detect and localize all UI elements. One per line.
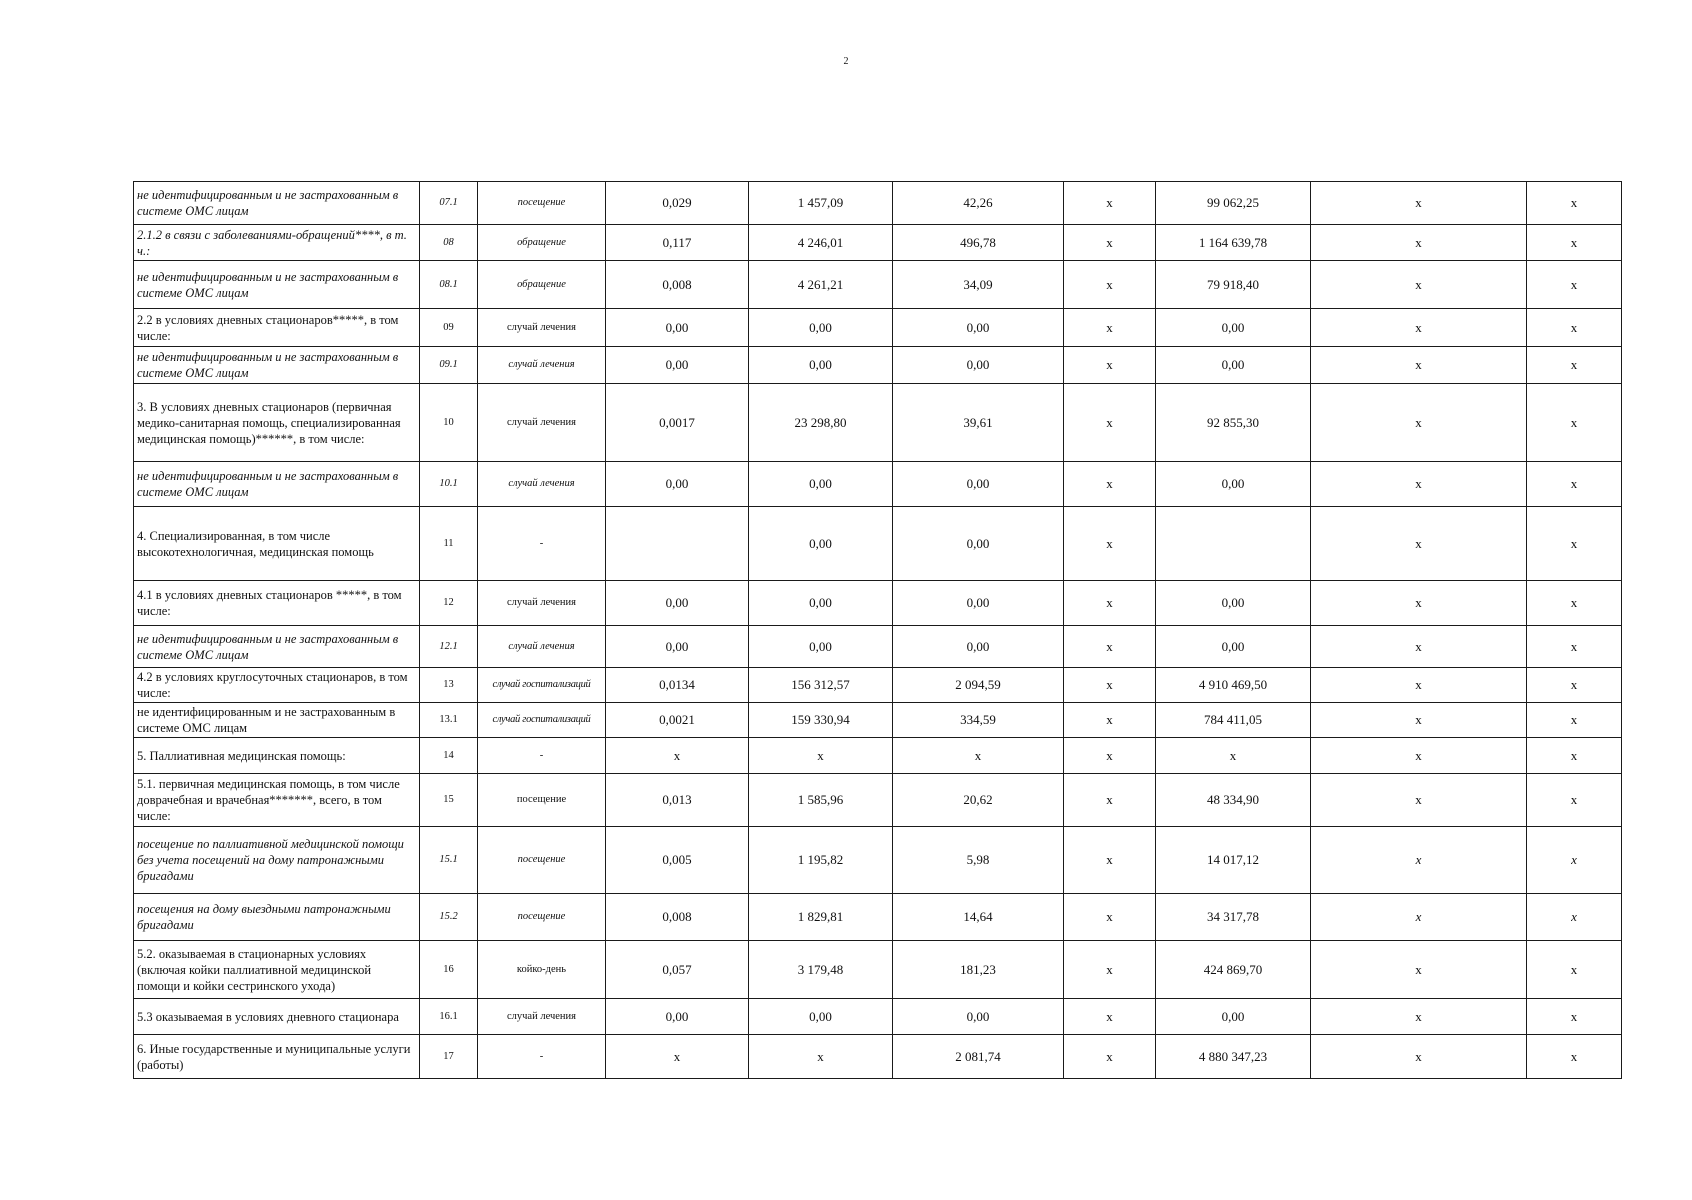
cell-value: х — [1064, 507, 1156, 581]
row-name: 2.1.2 в связи с заболеваниями-обращений****, в т. ч.: — [134, 225, 420, 261]
cell-value: 4 910 469,50 — [1156, 668, 1311, 703]
cell-value: 0,0017 — [606, 384, 749, 462]
row-name: посещение по паллиативной медицинской помощи без учета посещений на дому патронажными бригадами — [134, 827, 420, 894]
cell-value: 334,59 — [893, 703, 1064, 738]
cell-value: х — [1064, 225, 1156, 261]
cell-value: х — [749, 738, 893, 774]
row-name: не идентифицированным и не застрахованным в системе ОМС лицам — [134, 462, 420, 507]
cell-value: х — [1527, 1035, 1622, 1079]
cell-value: 0,00 — [893, 581, 1064, 626]
cell-value: х — [1527, 581, 1622, 626]
row-unit: случай лечения — [478, 999, 606, 1035]
cell-value: 0,0021 — [606, 703, 749, 738]
row-unit: случай лечения — [478, 309, 606, 347]
cell-value: 1 829,81 — [749, 894, 893, 941]
cell-value: х — [1527, 347, 1622, 384]
financing-table — [133, 181, 1622, 1079]
cell-value: х — [606, 1035, 749, 1079]
cell-value: 0,00 — [606, 309, 749, 347]
cell-value: 0,00 — [1156, 347, 1311, 384]
cell-value: 92 855,30 — [1156, 384, 1311, 462]
cell-value: х — [1527, 999, 1622, 1035]
cell-value: х — [1311, 827, 1527, 894]
cell-value: 0,00 — [893, 626, 1064, 668]
row-unit: случай лечения — [478, 347, 606, 384]
cell-value: 0,008 — [606, 261, 749, 309]
table-row — [134, 894, 1622, 941]
table-row — [134, 827, 1622, 894]
row-code: 10.1 — [420, 462, 478, 507]
row-name: 4.2 в условиях круглосуточных стационаров, в том числе: — [134, 668, 420, 703]
cell-value: х — [1064, 626, 1156, 668]
cell-value: 1 585,96 — [749, 774, 893, 827]
cell-value: х — [1527, 774, 1622, 827]
row-code: 13.1 — [420, 703, 478, 738]
cell-value: х — [1527, 462, 1622, 507]
row-unit: обращение — [478, 261, 606, 309]
cell-value — [1156, 507, 1311, 581]
cell-value: 0,00 — [893, 462, 1064, 507]
cell-value: 23 298,80 — [749, 384, 893, 462]
row-unit: - — [478, 738, 606, 774]
cell-value: 0,00 — [893, 309, 1064, 347]
cell-value: 0,00 — [893, 507, 1064, 581]
row-code: 11 — [420, 507, 478, 581]
cell-value: 3 179,48 — [749, 941, 893, 999]
cell-value: х — [1311, 626, 1527, 668]
cell-value: х — [1311, 999, 1527, 1035]
cell-value: 0,00 — [749, 309, 893, 347]
cell-value: х — [1064, 182, 1156, 225]
table-row — [134, 462, 1622, 507]
cell-value: х — [1311, 462, 1527, 507]
row-code: 08 — [420, 225, 478, 261]
cell-value: 0,029 — [606, 182, 749, 225]
row-code: 15 — [420, 774, 478, 827]
cell-value: х — [1311, 384, 1527, 462]
cell-value: 0,00 — [606, 626, 749, 668]
cell-value: 34 317,78 — [1156, 894, 1311, 941]
cell-value: х — [1311, 581, 1527, 626]
cell-value: х — [1064, 774, 1156, 827]
row-name: не идентифицированным и не застрахованным в системе ОМС лицам — [134, 703, 420, 738]
table-row — [134, 225, 1622, 261]
table-row — [134, 999, 1622, 1035]
cell-value: 424 869,70 — [1156, 941, 1311, 999]
cell-value: х — [1311, 347, 1527, 384]
cell-value: 0,057 — [606, 941, 749, 999]
cell-value: 5,98 — [893, 827, 1064, 894]
row-code: 14 — [420, 738, 478, 774]
row-name: 5.2. оказываемая в стационарных условиях (включая койки паллиативной медицинской помощи и койки сестринского ухода) — [134, 941, 420, 999]
row-code: 10 — [420, 384, 478, 462]
cell-value: х — [1527, 941, 1622, 999]
table-row — [134, 507, 1622, 581]
row-unit: посещение — [478, 182, 606, 225]
row-name: 2.2 в условиях дневных стационаров*****, в том числе: — [134, 309, 420, 347]
table-row — [134, 309, 1622, 347]
cell-value: 0,00 — [1156, 581, 1311, 626]
row-code: 17 — [420, 1035, 478, 1079]
table-row — [134, 626, 1622, 668]
cell-value: 0,00 — [749, 462, 893, 507]
cell-value: х — [1064, 384, 1156, 462]
cell-value: х — [1064, 261, 1156, 309]
table-row — [134, 261, 1622, 309]
row-unit: посещение — [478, 774, 606, 827]
cell-value: 4 261,21 — [749, 261, 893, 309]
cell-value: 0,00 — [1156, 626, 1311, 668]
cell-value: х — [1527, 703, 1622, 738]
cell-value: 0,008 — [606, 894, 749, 941]
table-row — [134, 941, 1622, 999]
row-code: 12 — [420, 581, 478, 626]
row-unit: - — [478, 507, 606, 581]
cell-value: х — [1311, 1035, 1527, 1079]
cell-value: х — [893, 738, 1064, 774]
cell-value: х — [1064, 894, 1156, 941]
row-name: не идентифицированным и не застрахованным в системе ОМС лицам — [134, 347, 420, 384]
cell-value: 20,62 — [893, 774, 1064, 827]
cell-value: х — [1064, 347, 1156, 384]
cell-value: 0,00 — [606, 347, 749, 384]
table-row — [134, 668, 1622, 703]
row-code: 07.1 — [420, 182, 478, 225]
cell-value: х — [1064, 999, 1156, 1035]
row-name: 5.1. первичная медицинская помощь, в том числе доврачебная и врачебная*******, всего, в том числе: — [134, 774, 420, 827]
row-name: не идентифицированным и не застрахованным в системе ОМС лицам — [134, 261, 420, 309]
row-name: 3. В условиях дневных стационаров (первичная медико-санитарная помощь, специализированная медицинская помощь)******, в том числе: — [134, 384, 420, 462]
table-row — [134, 738, 1622, 774]
row-unit: обращение — [478, 225, 606, 261]
cell-value: 496,78 — [893, 225, 1064, 261]
cell-value: 0,00 — [1156, 999, 1311, 1035]
cell-value: 14 017,12 — [1156, 827, 1311, 894]
cell-value: х — [1064, 738, 1156, 774]
cell-value: 0,00 — [606, 999, 749, 1035]
cell-value: 2 081,74 — [893, 1035, 1064, 1079]
cell-value: 0,00 — [749, 999, 893, 1035]
cell-value: 4 246,01 — [749, 225, 893, 261]
row-unit: посещение — [478, 827, 606, 894]
cell-value: х — [1064, 462, 1156, 507]
cell-value: х — [606, 738, 749, 774]
cell-value: х — [1527, 225, 1622, 261]
cell-value: 0,013 — [606, 774, 749, 827]
cell-value: 2 094,59 — [893, 668, 1064, 703]
row-unit: случай лечения — [478, 462, 606, 507]
cell-value: 79 918,40 — [1156, 261, 1311, 309]
table-row — [134, 774, 1622, 827]
cell-value: 0,00 — [1156, 462, 1311, 507]
cell-value: 0,00 — [1156, 309, 1311, 347]
row-code: 15.2 — [420, 894, 478, 941]
cell-value: х — [1064, 827, 1156, 894]
cell-value: х — [1527, 309, 1622, 347]
cell-value: 34,09 — [893, 261, 1064, 309]
cell-value: х — [1156, 738, 1311, 774]
cell-value: х — [1311, 941, 1527, 999]
table-row — [134, 347, 1622, 384]
cell-value: 159 330,94 — [749, 703, 893, 738]
cell-value: х — [1064, 309, 1156, 347]
cell-value: 0,00 — [893, 999, 1064, 1035]
cell-value: х — [1527, 894, 1622, 941]
cell-value: х — [1064, 941, 1156, 999]
cell-value: 0,00 — [749, 581, 893, 626]
cell-value: х — [1311, 507, 1527, 581]
cell-value: х — [1527, 182, 1622, 225]
row-name: посещения на дому выездными патронажными бригадами — [134, 894, 420, 941]
cell-value: х — [1527, 668, 1622, 703]
cell-value: х — [1527, 738, 1622, 774]
cell-value: х — [1064, 668, 1156, 703]
table-row — [134, 182, 1622, 225]
cell-value: 0,00 — [606, 581, 749, 626]
row-name: 5.3 оказываемая в условиях дневного стационара — [134, 999, 420, 1035]
row-code: 15.1 — [420, 827, 478, 894]
cell-value: 99 062,25 — [1156, 182, 1311, 225]
cell-value: 14,64 — [893, 894, 1064, 941]
cell-value — [606, 507, 749, 581]
cell-value: 4 880 347,23 — [1156, 1035, 1311, 1079]
cell-value: 1 164 639,78 — [1156, 225, 1311, 261]
cell-value: 784 411,05 — [1156, 703, 1311, 738]
row-code: 09 — [420, 309, 478, 347]
cell-value: х — [1527, 507, 1622, 581]
row-unit: случай лечения — [478, 626, 606, 668]
row-unit: - — [478, 1035, 606, 1079]
cell-value: х — [1064, 1035, 1156, 1079]
page-number: 2 — [843, 56, 849, 67]
row-code: 12.1 — [420, 626, 478, 668]
row-code: 09.1 — [420, 347, 478, 384]
cell-value: х — [1064, 581, 1156, 626]
row-unit: случай госпитализаций — [478, 703, 606, 738]
row-name: 6. Иные государственные и муниципальные услуги (работы) — [134, 1035, 420, 1079]
cell-value: х — [1527, 261, 1622, 309]
cell-value: х — [1311, 894, 1527, 941]
cell-value: х — [1311, 225, 1527, 261]
cell-value: 1 457,09 — [749, 182, 893, 225]
row-code: 16 — [420, 941, 478, 999]
row-code: 13 — [420, 668, 478, 703]
cell-value: 0,117 — [606, 225, 749, 261]
row-unit: случай лечения — [478, 581, 606, 626]
cell-value: х — [1311, 309, 1527, 347]
row-name: 4.1 в условиях дневных стационаров *****, в том числе: — [134, 581, 420, 626]
table-row — [134, 581, 1622, 626]
table-row — [134, 1035, 1622, 1079]
cell-value: 181,23 — [893, 941, 1064, 999]
cell-value: 0,005 — [606, 827, 749, 894]
row-code: 16.1 — [420, 999, 478, 1035]
cell-value: х — [1527, 827, 1622, 894]
cell-value: х — [1311, 668, 1527, 703]
cell-value: 0,00 — [893, 347, 1064, 384]
row-unit: посещение — [478, 894, 606, 941]
cell-value: х — [749, 1035, 893, 1079]
cell-value: х — [1527, 626, 1622, 668]
row-unit: койко-день — [478, 941, 606, 999]
cell-value: 156 312,57 — [749, 668, 893, 703]
row-unit: случай госпитализаций — [478, 668, 606, 703]
table-row — [134, 384, 1622, 462]
cell-value: 0,00 — [749, 507, 893, 581]
row-name: 4. Специализированная, в том числе высокотехнологичная, медицинская помощь — [134, 507, 420, 581]
cell-value: 42,26 — [893, 182, 1064, 225]
cell-value: 48 334,90 — [1156, 774, 1311, 827]
table-row — [134, 703, 1622, 738]
row-unit: случай лечения — [478, 384, 606, 462]
cell-value: х — [1311, 703, 1527, 738]
row-name: не идентифицированным и не застрахованным в системе ОМС лицам — [134, 182, 420, 225]
cell-value: х — [1311, 182, 1527, 225]
cell-value: 0,00 — [606, 462, 749, 507]
row-name: не идентифицированным и не застрахованным в системе ОМС лицам — [134, 626, 420, 668]
cell-value: х — [1311, 774, 1527, 827]
row-code: 08.1 — [420, 261, 478, 309]
cell-value: 0,0134 — [606, 668, 749, 703]
cell-value: х — [1064, 703, 1156, 738]
cell-value: 0,00 — [749, 626, 893, 668]
cell-value: х — [1527, 384, 1622, 462]
cell-value: 0,00 — [749, 347, 893, 384]
cell-value: 1 195,82 — [749, 827, 893, 894]
cell-value: х — [1311, 261, 1527, 309]
row-name: 5. Паллиативная медицинская помощь: — [134, 738, 420, 774]
cell-value: х — [1311, 738, 1527, 774]
cell-value: 39,61 — [893, 384, 1064, 462]
